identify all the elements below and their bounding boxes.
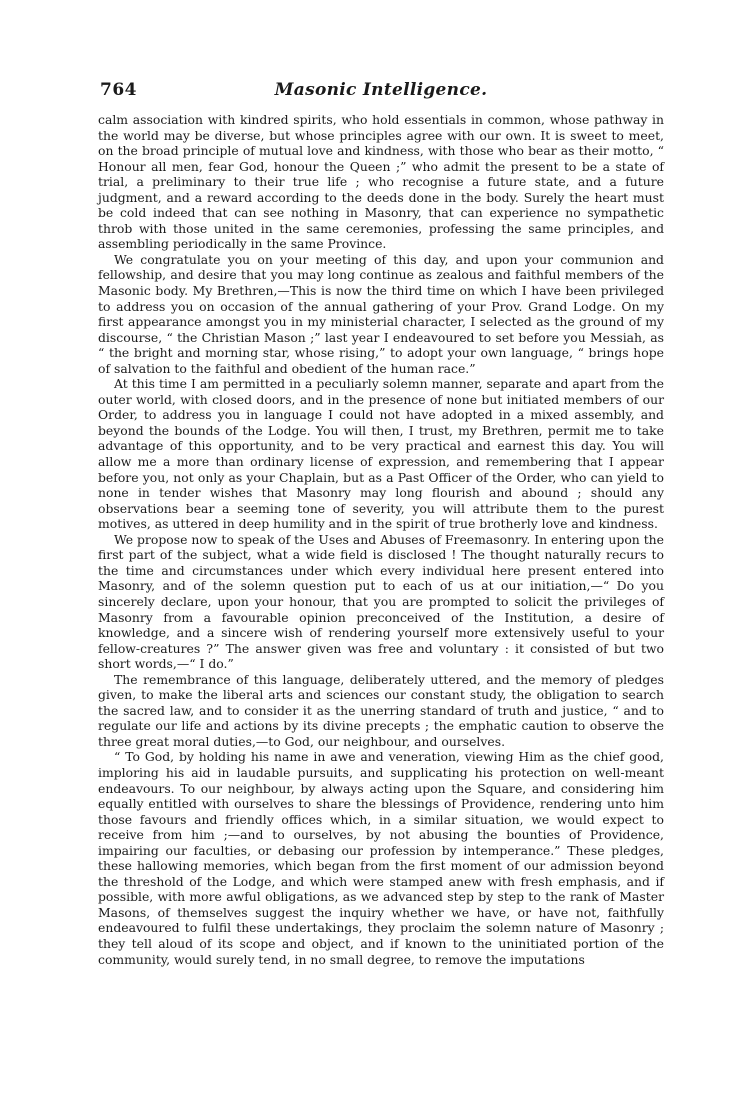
paragraph: We congratulate you on your meeting of this day, and upon your communion and fellowship, and desire that you may long continue as zealous and faithful members of the Masonic body. My Brethren,—This is now the third time on which I have been privileged to address you on occasion of the annual gathering of your Prov. Grand Lodge. On my first appearance amongst you in my ministerial character, I selected as the ground of my discourse, “ the Christian Mason ;” last year I endeavoured to set before you Messiah, as “ the bright and morning star, whose rising,” to adopt your own language, “ brings hope of salvation to the faithful and obedient of the human race.” <box>98 251 664 376</box>
page-number: 764 <box>100 80 137 100</box>
page-header <box>98 80 664 108</box>
paragraph: “ To God, by holding his name in awe and veneration, viewing Him as the chief good, imploring his aid in laudable pursuits, and supplicating his protection on well-meant endeavours. To our neighbour, by always acting upon the Square, and considering him equally entitled with ourselves to share the blessings of Providence, rendering unto him those favours and friendly offices which, in a similar situation, we would expect to receive from him ;—and to ourselves, by not abusing the bounties of Providence, impairing our faculties, or debasing our profession by intemperance.” These pledges, these hallowing memories, which began from the first moment of our admission beyond the threshold of the Lodge, and which were stamped anew with fresh emphasis, and if possible, with more awful obligations, as we advanced step by step to the rank of Master Masons, of themselves suggest the inquiry whether we have, or have not, faithfully endeavoured to fulfil these undertakings, they proclaim the solemn nature of Masonry ; they tell aloud of its scope and object, and if known to the uninitiated portion of the community, would surely tend, in no small degree, to remove the imputations <box>98 749 664 967</box>
paragraph: We propose now to speak of the Uses and Abuses of Freemasonry. In entering upon the first part of the subject, what a wide field is disclosed ! The thought naturally recurs to the time and circumstances under which every individual here present entered into Masonry, and of the solemn question put to each of us at our initiation,—“ Do you sincerely declare, upon your honour, that you are prompted to solicit the privileges of Masonry from a favourable opinion preconceived of the Institution, a desire of knowledge, and a sincere wish of rendering yourself more extensively useful to your fellow-creatures ?” The answer given was free and voluntary : it consisted of but two short words,—“ I do.” <box>98 531 664 672</box>
article-body <box>98 112 664 967</box>
paragraph: The remembrance of this language, deliberately uttered, and the memory of pledges given, to make the liberal arts and sciences our constant study, the obligation to search the sacred law, and to consider it as the unerring standard of truth and justice, “ and to regulate our life and actions by its divine precepts ; the emphatic caution to observe the three great moral duties,—to God, our neighbour, and ourselves. <box>98 671 664 749</box>
page <box>98 80 664 967</box>
running-title: Masonic Intelligence. <box>274 80 488 100</box>
paragraph: calm association with kindred spirits, who hold essentials in common, whose pathway in the world may be diverse, but whose principles agree with our own. It is sweet to meet, on the broad principle of mutual love and kindness, with those who bear as their motto, “ Honour all men, fear God, honour the Queen ;” who admit the present to be a state of trial, a preliminary to their true life ; who recognise a future state, and a future judgment, and a reward according to the deeds done in the body. Surely the heart must be cold indeed that can see nothing in Masonry, that can experience no sympathetic throb with those united in the same ceremonies, professing the same principles, and assembling periodically in the same Province. <box>98 112 664 252</box>
paragraph: At this time I am permitted in a peculiarly solemn manner, separate and apart from the outer world, with closed doors, and in the presence of none but initiated members of our Order, to address you in language I could not have adopted in a mixed assembly, and beyond the bounds of the Lodge. You will then, I trust, my Brethren, permit me to take advantage of this opportunity, and to be very practical and earnest this day. You will allow me a more than ordinary license of expression, and remembering that I appear before you, not only as your Chaplain, but as a Past Officer of the Order, who can yield to none in tender wishes that Masonry may long flourish and abound ; should any observations bear a seeming tone of severity, you will attribute them to the purest motives, as uttered in deep humility and in the spirit of true brotherly love and kindness. <box>98 376 664 532</box>
